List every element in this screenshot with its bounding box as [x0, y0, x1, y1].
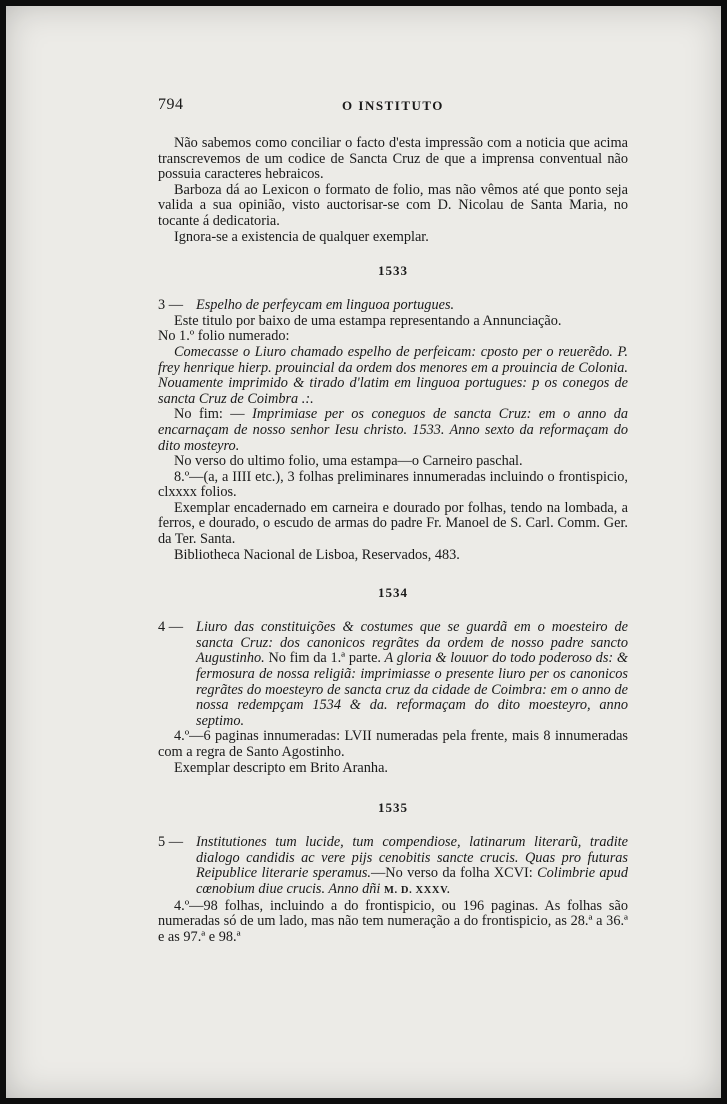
entry-paragraph: Exemplar encadernado em carneira e dourado por folhas, tendo na lombada, a ferros, e dourado, o escudo de armas do padre Fr. Manoel de S. Carl. Comm. Ger. da Ter. Santa. — [158, 499, 628, 548]
running-title: O INSTITUTO — [342, 98, 444, 113]
entry-paragraph: Exemplar descripto em Brito Aranha. — [174, 759, 388, 776]
running-head — [158, 96, 628, 118]
entry-1535 — [158, 835, 628, 945]
entry-title-year: M. D. XXXV. — [383, 884, 451, 896]
colophon-lead: No fim: — — [174, 406, 245, 423]
entry-paragraph: 8.º—(a, a IIII etc.), 3 folhas preliminares innumeradas incluindo o frontispicio, clxxxx folios. — [158, 468, 628, 501]
entry-paragraph: 4.º—6 paginas innumeradas: LVII numeradas pela frente, mais 8 innumeradas com a regra de Santo Agostinho. — [158, 728, 628, 760]
intro-paragraph-2: Barboza dá ao Lexicon o formato de folio, mas não vêmos até que ponto seja valida a sua opinião, visto auctorisar-se com D. Nicolau de Santa Maria, no tocante á dedicatoria. — [158, 181, 628, 229]
entry-title — [158, 298, 628, 314]
year-heading-1534: 1534 — [378, 585, 408, 601]
entry-title-colophon: A gloria & louuor do todo poderoso ds: & fermosura de nossa religiã: imprimiasse o presente liuro per os canonicos regrãtes do moesteyro de sancta cruz da cidade de Coimbra: em o anno de nossa redempçam 1534 & da. reformaçam do dito moesteyro, anno septimo. — [196, 650, 629, 729]
intro-section — [158, 136, 628, 245]
entry-quotation: Comecasse o Liuro chamado espelho de perfeicam: cposto per o reuerẽdo. P. frey henrique hierp. prouincial da ordem dos menores em a prouincia de Colonia. Nouamente imprimido & tirado d'latim em linguoa portugues: p os conegos de sancta Cruz de Coimbra .:. — [158, 343, 628, 407]
year-heading-1533: 1533 — [378, 263, 408, 279]
entry-number: 4 — — [158, 619, 184, 636]
page-content — [158, 96, 628, 945]
entry-title-text: Espelho de perfeycam em linguoa portugues. — [196, 297, 455, 314]
entry-title — [158, 835, 628, 898]
entry-title-note: —No verso da folha XCVI: — [371, 865, 533, 882]
intro-paragraph-1: Não sabemos como conciliar o facto d'esta impressão com a noticia que acima transcrevemos de um codice de Sancta Cruz de que a imprensa conventual não possuia caracteres hebraicos. — [158, 135, 628, 183]
entry-number: 3 — — [158, 297, 184, 314]
entry-paragraph: 4.º—98 folhas, incluindo a do frontispicio, ou 196 paginas. As folhas são numeradas só de um lado, mas não tem numeração a do frontispicio, as 28.ª a 36.ª e as 97.ª e 98.ª — [158, 897, 628, 945]
entry-1533 — [158, 298, 628, 563]
entry-title — [158, 620, 628, 729]
entry-number: 5 — — [158, 834, 184, 851]
year-heading-1535: 1535 — [378, 800, 408, 816]
colophon-text: Imprimiase per os coneguos de sancta Cruz: em o anno da encarnaçam de nosso senhor Iesu christo. 1533. Anno sexto da reformaçam do dito mosteyro. — [158, 406, 629, 454]
intro-paragraph-3: Ignora-se a existencia de qualquer exemplar. — [174, 228, 429, 245]
entry-title-text: Institutiones tum lucide, tum compendiose, latinarum literarũ, tradite dialogo candidis ac vere pijs cenobitis sancte crucis. Quas pro futuras Reipublice literarie speramus. — [196, 834, 628, 882]
page-number: 794 — [158, 96, 184, 113]
entry-title-text: Liuro das constituições & costumes que se guardã em o moesteiro de sancta Cruz: dos canonicos regrãtes da ordem de nosso padre sancto Augustinho. — [196, 619, 628, 667]
entry-1534 — [158, 620, 628, 776]
entry-paragraph: No verso do ultimo folio, uma estampa—o Carneiro paschal. — [174, 453, 523, 470]
entry-paragraph: No 1.º folio numerado: — [158, 328, 290, 345]
entry-title-colophon: Colimbrie apud cœnobium diue crucis. Anno dñi — [196, 865, 628, 897]
entry-paragraph: Bibliotheca Nacional de Lisboa, Reservados, 483. — [174, 546, 460, 563]
entry-title-note: No fim da 1.ª parte. — [268, 650, 382, 667]
entry-colophon — [158, 407, 628, 454]
entry-paragraph: Este titulo por baixo de uma estampa representando a Annunciação. — [174, 312, 562, 329]
